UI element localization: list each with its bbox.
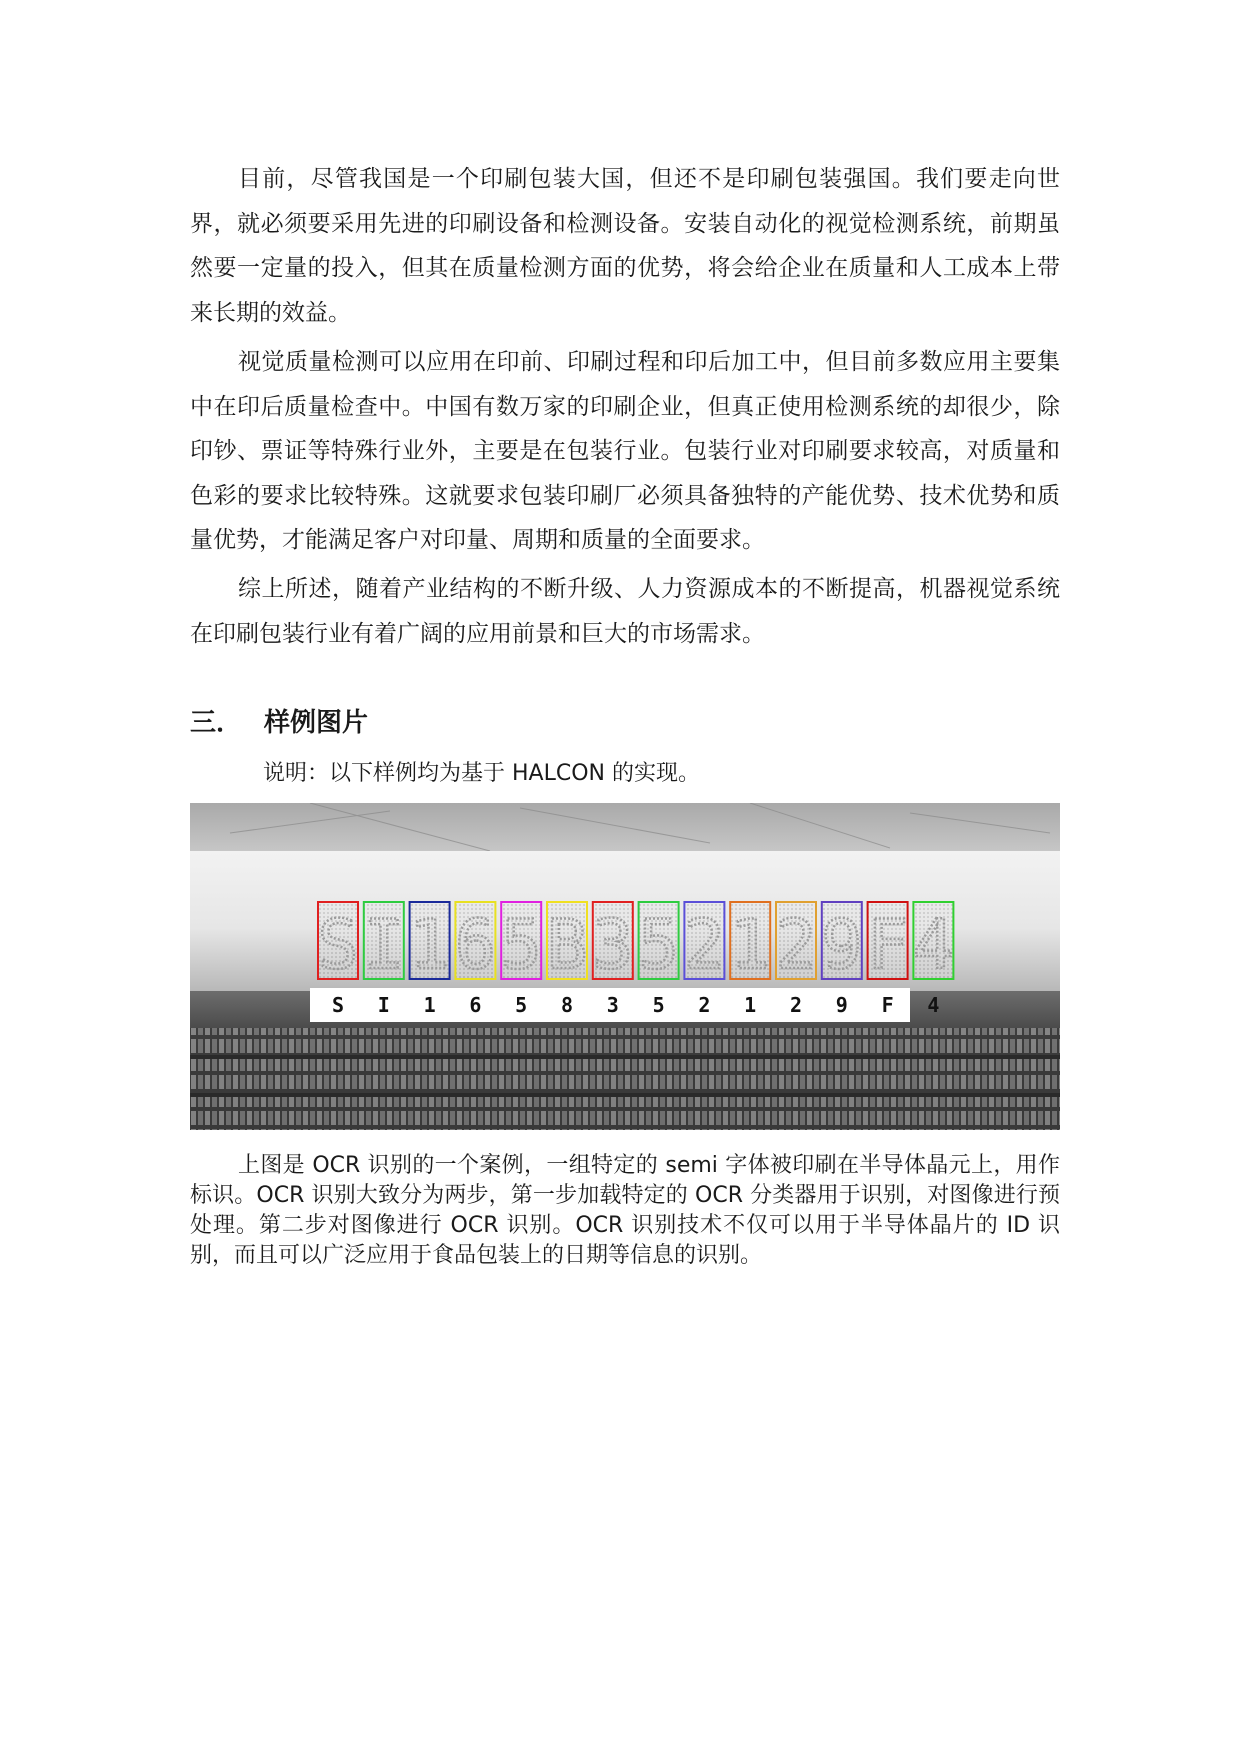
recognized-char: 5 xyxy=(652,993,665,1017)
section-heading xyxy=(190,703,368,743)
printed-char: B xyxy=(546,906,588,985)
printed-char: 5 xyxy=(638,906,680,985)
recognized-char: 8 xyxy=(560,993,574,1017)
printed-char: F xyxy=(867,906,909,985)
printed-char: 2 xyxy=(775,906,817,985)
recognized-char: 3 xyxy=(606,993,619,1017)
printed-char: 1 xyxy=(409,906,451,985)
printed-char: 3 xyxy=(592,906,634,985)
recognized-char: 5 xyxy=(515,993,528,1017)
printed-char: 9 xyxy=(821,906,863,985)
body-paragraph-2: 视觉质量检测可以应用在印前、印刷过程和印后加工中，但目前多数应用主要集中在印后质量检查中。中国有数万家的印刷企业，但真正使用检测系统的却很少，除印钞、票证等特殊行业外，主要是在包装行业。包装行业对印刷要求较高，对质量和色彩的要求比较特殊。这就要求包装印刷厂必须具备独特的产能优势、技术优势和质量优势，才能满足客户对印量、周期和质量的全面要求。 xyxy=(190,349,1060,553)
recognized-char: 1 xyxy=(744,993,757,1017)
printed-char: 6 xyxy=(454,906,496,985)
body-paragraph-1: 目前，尽管我国是一个印刷包装大国，但还不是印刷包装强国。我们要走向世界，就必须要采用先进的印刷设备和检测设备。安装自动化的视觉检测系统，前期虽然要一定量的投入，但其在质量检测方面的优势，将会给企业在质量和人工成本上带来长期的效益。 xyxy=(190,166,1060,326)
recognized-char: 4 xyxy=(927,993,940,1017)
recognized-char: 6 xyxy=(469,993,482,1017)
recognized-char: F xyxy=(881,993,894,1017)
section-number: 三． xyxy=(190,708,243,738)
body-paragraph-3: 综上所述，随着产业结构的不断升级、人力资源成本的不断提高，机器视觉系统在印刷包装行业有着广阔的应用前景和巨大的市场需求。 xyxy=(190,576,1060,647)
note-text: 说明：以下样例均为基于 HALCON 的实现。 xyxy=(263,761,700,786)
recognized-char: 1 xyxy=(423,993,436,1017)
ocr-example-figure xyxy=(190,803,1060,1130)
printed-char: I xyxy=(363,906,405,985)
printed-char: S xyxy=(317,906,359,985)
printed-char: 5 xyxy=(500,906,542,985)
printed-char: 2 xyxy=(683,906,725,985)
section-title: 样例图片 xyxy=(264,708,369,738)
recognized-char: S xyxy=(331,993,345,1017)
printed-char: 4 xyxy=(912,906,954,985)
recognized-char: 2 xyxy=(789,993,803,1017)
printed-char: 1 xyxy=(729,906,771,985)
ocr-figure-canvas xyxy=(190,803,1060,1130)
figure-caption: 上图是 OCR 识别的一个案例，一组特定的 semi 字体被印刷在半导体晶元上，用作标识。OCR 识别大致分为两步，第一步加载特定的 OCR 分类器用于识别，对图像进行预处理。第二步对图像进行 OCR 识别。OCR 识别技术不仅可以用于半导体晶片的 ID 识别，而且可以广泛应用于食品包装上的日期等信息的识别。 xyxy=(190,1153,1060,1268)
recognized-char: 9 xyxy=(835,993,848,1017)
recognized-char: 2 xyxy=(698,993,711,1017)
recognized-char: I xyxy=(377,993,390,1017)
